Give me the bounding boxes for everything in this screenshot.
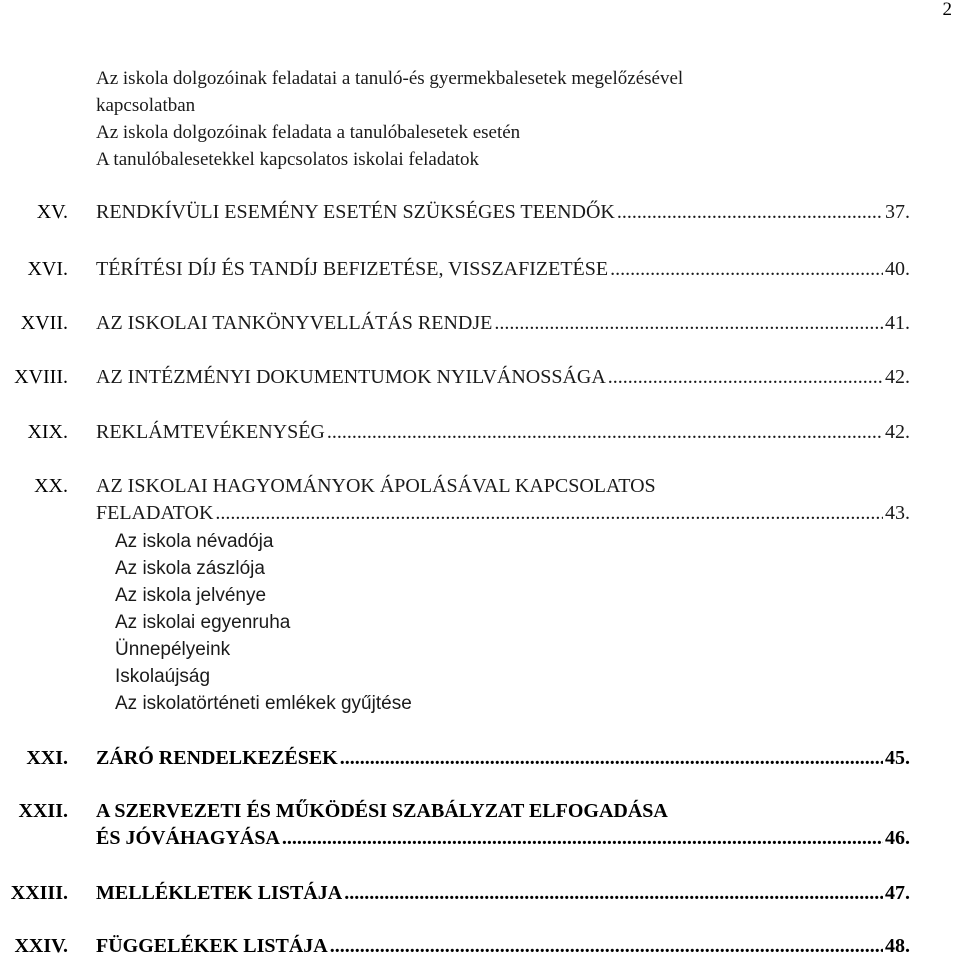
dot-leader [610, 256, 883, 283]
chapter-title: TÉRÍTÉSI DÍJ ÉS TANDÍJ BEFIZETÉSE, VISSZAFIZETÉSE [96, 258, 609, 280]
chapter-number: XX. [34, 475, 68, 497]
chapter-page: 46. [885, 827, 910, 849]
dot-leader [327, 419, 883, 446]
chapter-title: RENDKÍVÜLI ESEMÉNY ESETÉN SZÜKSÉGES TEENDŐK [96, 201, 615, 223]
chapter-title: AZ INTÉZMÉNYI DOKUMENTUMOK NYILVÁNOSSÁGA [96, 366, 606, 388]
xx-sublist [115, 528, 815, 717]
toc-subitem[interactable]: Az iskola jelvénye [115, 585, 267, 606]
chapter-number: XXIV. [14, 935, 68, 957]
chapter-number: XXIII. [10, 882, 68, 904]
toc-subitem[interactable]: Iskolaújság [115, 666, 211, 687]
dot-leader [340, 745, 883, 772]
chapter-page: 41. [885, 312, 910, 334]
toc-subitem[interactable]: Az iskolai egyenruha [115, 612, 291, 633]
chapter-page: 42. [885, 366, 910, 388]
toc-subitem[interactable]: Az iskolatörténeti emlékek gyűjtése [115, 693, 412, 714]
toc-subitem[interactable]: Az iskola dolgozóinak feladatai a tanuló-és gyermekbalesetek megelőzésével [96, 68, 684, 89]
chapter-number: XVII. [20, 312, 68, 334]
chapter-title-continued: ÉS JÓVÁHAGYÁSA [96, 827, 280, 849]
dot-leader [344, 880, 883, 907]
chapter-page: 47. [885, 882, 910, 904]
chapter-title: FÜGGELÉKEK LISTÁJA [96, 935, 328, 957]
chapter-page: 45. [885, 747, 910, 769]
chapter-page: 40. [885, 258, 910, 280]
toc-subitem[interactable]: A tanulóbalesetekkel kapcsolatos iskolai feladatok [96, 149, 480, 170]
chapter-number: XV. [36, 201, 68, 223]
toc-subitem[interactable]: Az iskola dolgozóinak feladata a tanulóbalesetek esetén [96, 122, 521, 143]
page-number: 2 [942, 0, 952, 20]
dot-leader [215, 500, 883, 527]
chapter-title: AZ ISKOLAI HAGYOMÁNYOK ÁPOLÁSÁVAL KAPCSOLATOS [96, 475, 656, 497]
dot-leader [494, 310, 883, 337]
toc-subitem[interactable]: Ünnepélyeink [115, 639, 231, 660]
chapter-title: ZÁRÓ RENDELKEZÉSEK [96, 747, 338, 769]
toc-subitem[interactable]: kapcsolatban [96, 95, 196, 116]
chapter-page: 48. [885, 935, 910, 957]
chapter-page: 42. [885, 421, 910, 443]
chapter-number: XIX. [27, 421, 68, 443]
chapter-page: 43. [885, 502, 910, 524]
chapter-title: MELLÉKLETEK LISTÁJA [96, 882, 343, 904]
chapter-number: XVIII. [14, 366, 68, 388]
chapter-number: XXII. [18, 800, 68, 822]
intro-sublist [96, 65, 916, 173]
dot-leader [282, 825, 883, 852]
toc-subitem[interactable]: Az iskola névadója [115, 531, 274, 552]
dot-leader [617, 199, 883, 226]
chapter-number: XVI. [27, 258, 68, 280]
chapter-title: A SZERVEZETI ÉS MŰKÖDÉSI SZABÁLYZAT ELFOGADÁSA [96, 800, 668, 822]
chapter-title-continued: FELADATOK [96, 502, 214, 524]
chapter-page: 37. [885, 201, 910, 223]
toc-subitem[interactable]: Az iskola zászlója [115, 558, 265, 579]
dot-leader [608, 364, 883, 391]
chapter-number: XXI. [26, 747, 68, 769]
chapter-title: REKLÁMTEVÉKENYSÉG [96, 421, 325, 443]
chapter-title: AZ ISKOLAI TANKÖNYVELLÁTÁS RENDJE [96, 312, 493, 334]
